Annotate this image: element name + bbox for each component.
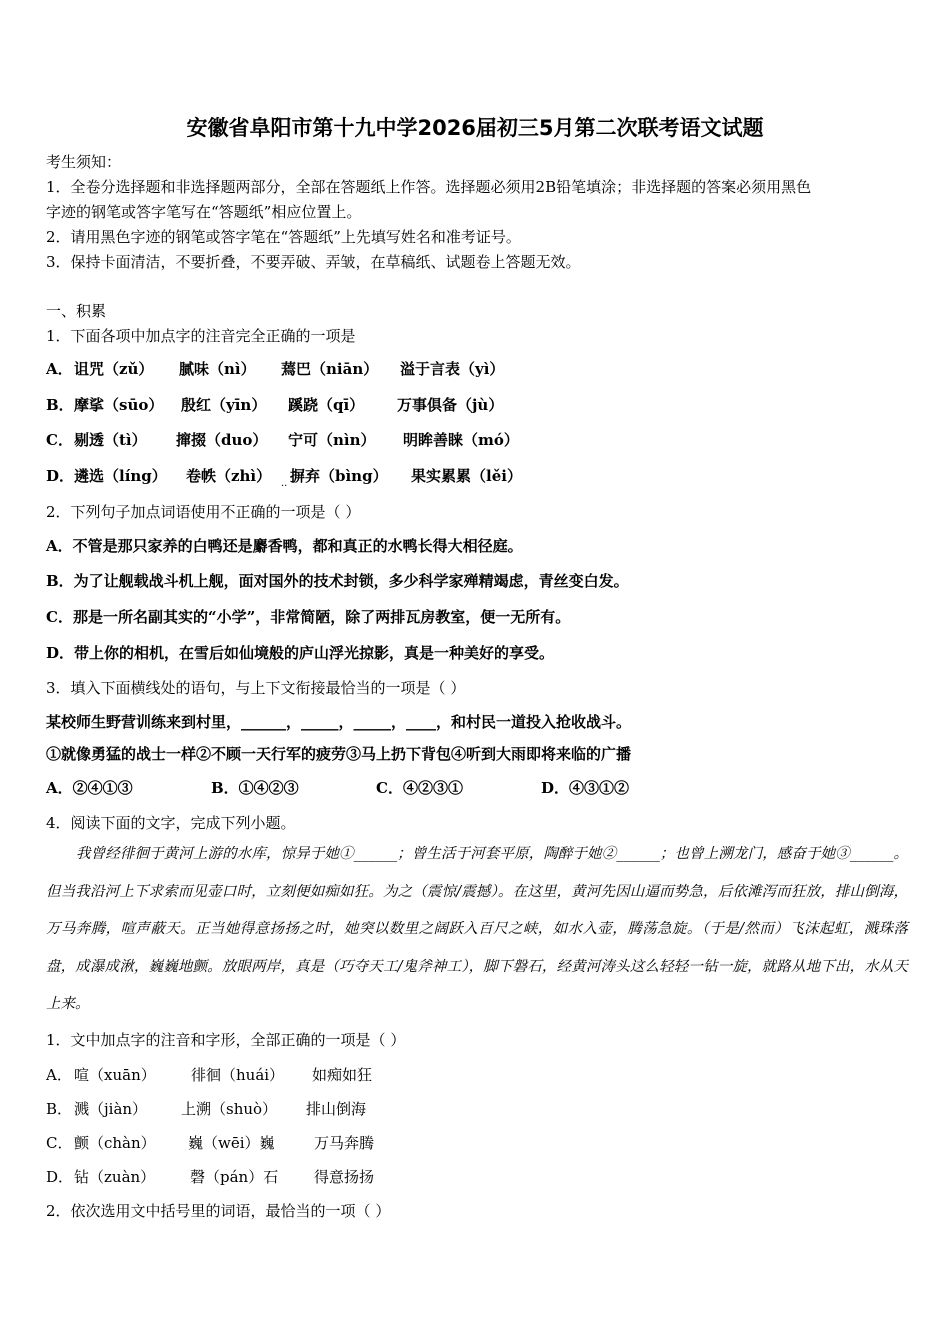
q1-option-d-label: D． bbox=[46, 467, 75, 485]
q2-option-c: C．那是一所名副其实的“小学”，非常简陋，除了两排瓦房教室，便一无所有。 bbox=[46, 608, 571, 626]
q1-option-b-item: 万事俱备（jù） bbox=[397, 396, 504, 414]
sub1-option-a-item: 喧（xuān） bbox=[74, 1066, 156, 1084]
q2-option-d: D．带上你的相机，在雪后如仙境般的庐山浮光掠影，真是一种美好的享受。 bbox=[46, 644, 555, 662]
sub1-option-b-item: 排山倒海 bbox=[306, 1100, 367, 1118]
reading-passage: 我曾经徘徊于黄河上游的水库，惊异于她①______；曾生活于河套平原，陶醉于她②______；也曾上溯龙门，感奋于她③______。但当我沿河上下求索而见壶口时，立刻便如痴如狂。为之（震惊/震撼）。在这里，黄河先因山逼而势急，后依滩泻而狂放，排山倒海，万马奔腾，喧声蔽天。正当她得意扬扬之时，她突以数里之阔跃入百尺之峡，如水入壶，腾荡急旋。（于是/然而）飞沫起虹，溅珠落盘，成瀑成湫，巍巍地颤。放眼两岸，真是（巧夺天工/鬼斧神工），脚下磐石，经黄河涛头这么轻轻一钻一旋，就路从地下出，水从天上来。 bbox=[46, 846, 908, 1012]
sub1-option-a-item: 如痴如狂 bbox=[312, 1066, 373, 1084]
q2-option-a: A．不管是那只家养的白鸭还是麝香鸭，都和真正的水鸭长得大相径庭。 bbox=[46, 537, 523, 555]
q3-option-c: C．④②③① bbox=[376, 779, 463, 797]
notice-item-3: 3．保持卡面清洁，不要折叠，不要弄破、弄皱，在草稿纸、试题卷上答题无效。 bbox=[46, 253, 581, 271]
section-heading: 一、积累 bbox=[46, 302, 107, 320]
notice-item-2: 2．请用黑色字迹的钢笔或答字笔在“答题纸”上先填写姓名和准考证号。 bbox=[46, 228, 521, 246]
q1-option-c-item: 剔透（tì） bbox=[74, 431, 147, 449]
sub1-option-c-item: 万马奔腾 bbox=[314, 1134, 375, 1152]
sub1-option-d-label: D． bbox=[46, 1168, 74, 1186]
q1-option-d-item: 摒弃（bìng） bbox=[290, 467, 388, 485]
sub1-option-b-item: 溅（jiàn） bbox=[74, 1100, 148, 1118]
q4-sub2-stem: 2．依次选用文中括号里的词语，最恰当的一项（ ） bbox=[46, 1202, 391, 1220]
q4-sub1-stem: 1．文中加点字的注音和字形，全部正确的一项是（ ） bbox=[46, 1031, 406, 1049]
notice-item-1-cont: 字迹的钢笔或答字笔写在“答题纸”相应位置上。 bbox=[46, 203, 362, 221]
page-title: 安徽省阜阳市第十九中学2026届初三5月第二次联考语文试题 bbox=[186, 116, 764, 140]
emphasis-dot: ·· bbox=[281, 481, 288, 492]
sub1-option-d-item: 钻（zuàn） bbox=[74, 1168, 156, 1186]
q1-option-d-item: 遴选（líng） bbox=[74, 467, 167, 485]
q1-option-b-item: 殷红（yīn） bbox=[181, 396, 267, 414]
sub1-option-c-item: 巍（wēi）巍 bbox=[188, 1134, 275, 1152]
q4-stem: 4．阅读下面的文字，完成下列小题。 bbox=[46, 814, 296, 832]
sub1-option-a-item: 徘徊（huái） bbox=[191, 1066, 285, 1084]
q3-option-d: D．④③①② bbox=[541, 779, 630, 797]
q3-stem: 3．填入下面横线处的语句，与上下文衔接最恰当的一项是（ ） bbox=[46, 679, 466, 697]
sub1-option-b-label: B． bbox=[46, 1100, 73, 1118]
notice-heading: 考生须知： bbox=[46, 153, 122, 171]
q1-option-d-item: 果实累累（lěi） bbox=[411, 467, 522, 485]
q3-parts: ①就像勇猛的战士一样②不顾一天行军的疲劳③马上扔下背包④听到大雨即将来临的广播 bbox=[46, 745, 632, 763]
q1-option-d-item: 卷帙（zhì） bbox=[186, 467, 272, 485]
q1-option-b-item: 摩挲（sūo） bbox=[74, 396, 164, 414]
q1-option-c-label: C． bbox=[46, 431, 73, 449]
q1-option-b-item: 蹊跷（qī） bbox=[288, 396, 365, 414]
q2-stem: 2．下列句子加点词语使用不正确的一项是（ ） bbox=[46, 503, 361, 521]
notice-item-1: 1．全卷分选择题和非选择题两部分，全部在答题纸上作答。选择题必须用2B铅笔填涂；非选择题的答案必须用黑色 bbox=[46, 178, 812, 196]
q1-stem: 1．下面各项中加点字的注音完全正确的一项是 bbox=[46, 327, 356, 345]
q1-option-a-item: 诅咒（zǔ） bbox=[74, 360, 154, 378]
sub1-option-a-label: A． bbox=[46, 1066, 72, 1084]
q2-option-b: B．为了让舰载战斗机上舰，面对国外的技术封锁，多少科学家殚精竭虑，青丝变白发。 bbox=[46, 572, 629, 590]
sub1-option-c-label: C． bbox=[46, 1134, 73, 1152]
q3-option-a: A．②④①③ bbox=[46, 779, 133, 797]
q3-option-b: B．①④②③ bbox=[211, 779, 299, 797]
q1-option-c-item: 宁可（nìn） bbox=[288, 431, 376, 449]
sub1-option-d-item: 得意扬扬 bbox=[314, 1168, 375, 1186]
sub1-option-d-item: 磬（pán）石 bbox=[190, 1168, 279, 1186]
q1-option-a-item: 腻味（nì） bbox=[179, 360, 256, 378]
q1-option-c-item: 明眸善睐（mó） bbox=[403, 431, 519, 449]
sub1-option-c-item: 颤（chàn） bbox=[74, 1134, 156, 1152]
q1-option-a-item: 蔫巴（niān） bbox=[281, 360, 379, 378]
q1-option-a-label: A． bbox=[46, 360, 73, 378]
q1-option-c-item: 撺掇（duo） bbox=[176, 431, 268, 449]
q1-option-a-item: 溢于言表（yì） bbox=[400, 360, 505, 378]
q3-sentence: 某校师生野营训练来到村里，______，_____，_____，____，和村民一道投入抢收战斗。 bbox=[46, 713, 632, 731]
sub1-option-b-item: 上溯（shuò） bbox=[181, 1100, 278, 1118]
q1-option-b-label: B． bbox=[46, 396, 74, 414]
